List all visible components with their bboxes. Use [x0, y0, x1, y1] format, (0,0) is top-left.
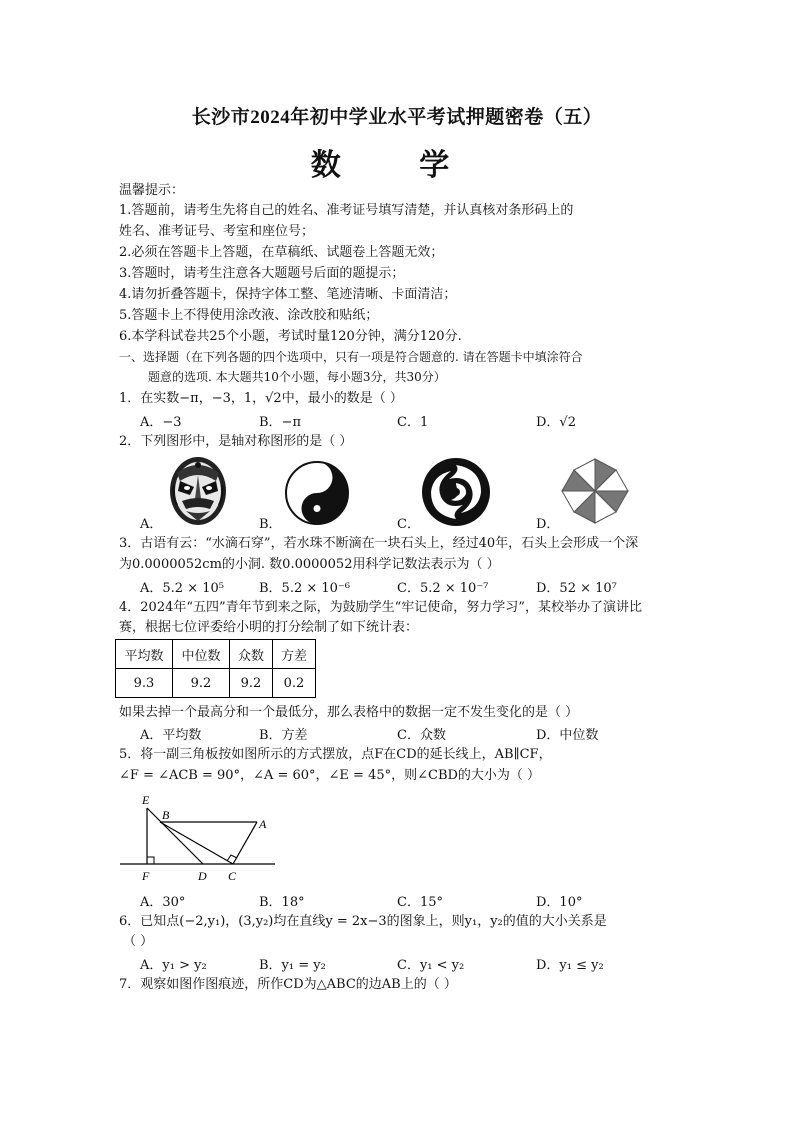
tips-line: 3.答题时，请考生注意各大题题号后面的题提示； — [119, 266, 405, 281]
section-heading: 一、选择题（在下列各题的四个选项中，只有一项是符合题意的. 请在答题卡中填涂符合 — [119, 350, 583, 364]
tips-line: 姓名、准考证号、考室和座位号； — [119, 224, 315, 239]
exam-subject: 数 学 — [310, 148, 484, 183]
q3-stem-cont: 为0.0000052cm的小洞. 数0.0000052用科学记数法表示为（ ） — [119, 557, 500, 572]
table-row — [116, 669, 316, 698]
pinwheel-icon — [560, 457, 630, 525]
q6-option-c[interactable]: C．y₁ < y₂ — [397, 958, 465, 973]
table-cell: 9.3 — [116, 669, 173, 698]
q4-option-a[interactable]: A．平均数 — [140, 728, 202, 743]
tips-line: 6.本学科试卷共25个小题，考试时量120分钟，满分120分. — [119, 329, 462, 344]
stats-table — [115, 639, 316, 698]
q5-option-b[interactable]: B．18° — [259, 895, 305, 910]
q4-stem-cont: 赛，根据七位评委给小明的打分绘制了如下统计表： — [119, 620, 419, 635]
q2-option-d[interactable]: D． — [536, 517, 560, 532]
q3-option-b[interactable]: B．5.2 × 10⁻⁶ — [259, 581, 351, 596]
table-header-cell: 平均数 — [116, 640, 173, 669]
q3-option-a[interactable]: A．5.2 × 10⁵ — [140, 581, 224, 596]
q1-stem: 1．在实数−π，−3，1，√2中，最小的数是（ ） — [119, 391, 403, 406]
q5-option-c[interactable]: C．15° — [397, 895, 443, 910]
label-f: F — [142, 869, 150, 883]
q3-option-d[interactable]: D．52 × 10⁷ — [536, 581, 617, 596]
tips-line: 5.答题卡上不得使用涂改液、涂改胶和贴纸； — [119, 308, 379, 323]
label-d: D — [198, 869, 207, 883]
q5-stem: 5．将一副三角板按如图所示的方式摆放，点F在CD的延长线上，AB∥CF， — [119, 747, 552, 762]
q5-option-a[interactable]: A．30° — [140, 895, 186, 910]
q2-option-b[interactable]: B． — [259, 517, 282, 532]
yin-yang-icon — [284, 460, 350, 526]
triangle-figure — [115, 790, 285, 885]
label-b: B — [162, 808, 170, 822]
table-header-cell: 众数 — [230, 640, 273, 669]
spiral-logo-icon — [421, 457, 491, 527]
q2-option-a[interactable]: A． — [140, 517, 163, 532]
label-a: A — [259, 817, 267, 831]
q6-stem: 6．已知点(−2,y₁)，(3,y₂)均在直线y = 2x−3的图象上，则y₁，y₂的值的大小关系是 — [119, 914, 607, 929]
opera-mask-icon — [168, 455, 228, 527]
tips-line: 1.答题前，请考生先将自己的姓名、准考证号填写清楚，并认真核对条形码上的 — [119, 203, 574, 218]
q3-stem: 3．古语有云：“水滴石穿”，若水珠不断滴在一块石头上，经过40年，石头上会形成一个深 — [119, 536, 639, 551]
table-cell: 9.2 — [173, 669, 230, 698]
q5-option-d[interactable]: D．10° — [536, 895, 583, 910]
q6-option-d[interactable]: D．y₁ ≤ y₂ — [536, 958, 604, 973]
q6-stem-cont: （ ） — [123, 934, 154, 949]
q7-stem: 7．观察如图作图痕迹，所作CD为△ABC的边AB上的（ ） — [119, 977, 457, 992]
q1-option-c[interactable]: C．1 — [397, 415, 429, 430]
exam-title: 长沙市2024年初中学业水平考试押题密卷（五） — [191, 107, 603, 128]
table-cell: 9.2 — [230, 669, 273, 698]
table-cell: 0.2 — [273, 669, 316, 698]
q6-option-a[interactable]: A．y₁ > y₂ — [140, 958, 207, 973]
q5-stem-cont: ∠F = ∠ACB = 90°，∠A = 60°，∠E = 45°，则∠CBD的大小为（ ） — [119, 768, 541, 783]
table-header-cell: 中位数 — [173, 640, 230, 669]
label-c: C — [228, 869, 237, 883]
table-header-cell: 方差 — [273, 640, 316, 669]
q4-option-b[interactable]: B．方差 — [259, 728, 308, 743]
tips-line: 2.必须在答题卡上答题，在草稿纸、试题卷上答题无效； — [119, 245, 444, 260]
label-e: E — [142, 793, 150, 807]
q4-option-c[interactable]: C．众数 — [397, 728, 446, 743]
q2-stem: 2．下列图形中，是轴对称图形的是（ ） — [119, 434, 353, 449]
q6-option-b[interactable]: B．y₁ = y₂ — [259, 958, 326, 973]
tips-heading: 温馨提示： — [119, 183, 185, 198]
q1-option-b[interactable]: B．−π — [259, 415, 301, 430]
q1-option-d[interactable]: D．√2 — [536, 415, 576, 430]
q2-option-c[interactable]: C． — [397, 517, 420, 532]
q3-option-c[interactable]: C．5.2 × 10⁻⁷ — [397, 581, 489, 596]
q4-stem-question: 如果去掉一个最高分和一个最低分，那么表格中的数据一定不发生变化的是（ ） — [119, 705, 579, 720]
q1-option-a[interactable]: A．−3 — [140, 415, 182, 430]
tips-line: 4.请勿折叠答题卡，保持字体工整、笔迹清晰、卡面清洁； — [119, 287, 457, 302]
section-heading-cont: 题意的选项. 本大题共10个小题，每小题3分，共30分） — [148, 370, 446, 384]
q4-option-d[interactable]: D．中位数 — [536, 728, 599, 743]
table-header-row — [116, 640, 316, 669]
q4-stem: 4．2024年“五四”青年节到来之际，为鼓励学生“牢记使命，努力学习”，某校举办了演讲比 — [119, 600, 642, 615]
